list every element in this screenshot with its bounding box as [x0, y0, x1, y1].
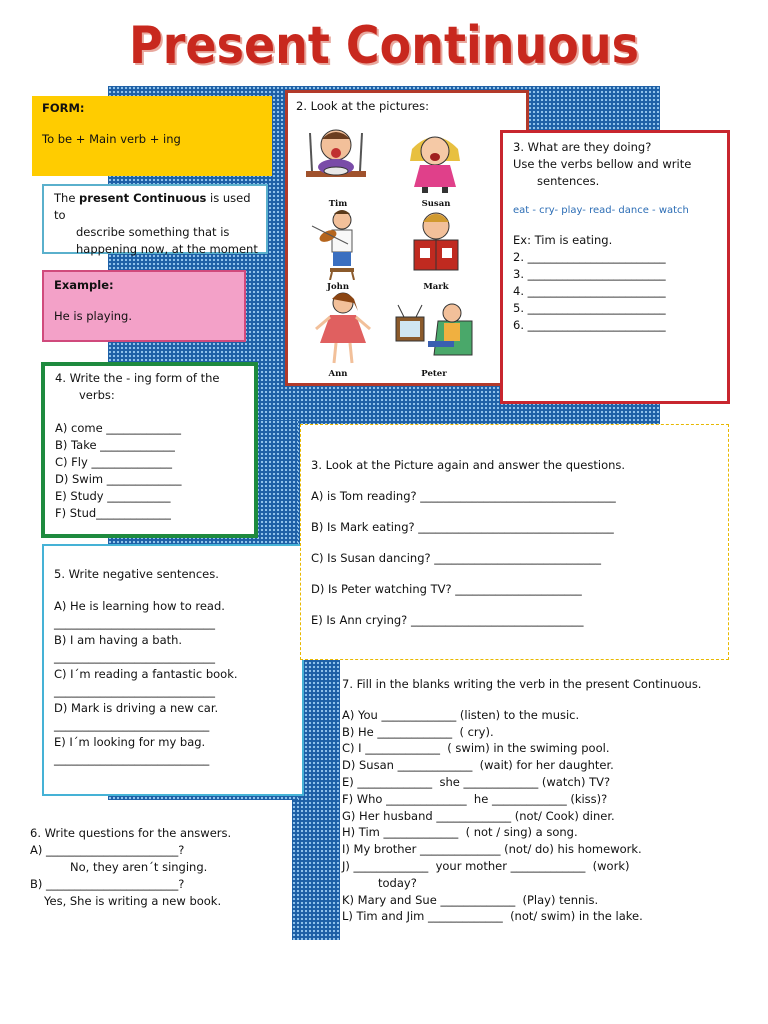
picture-caption: Mark	[423, 282, 449, 292]
form-box	[32, 96, 272, 176]
ex5-item: ___________________________	[54, 752, 210, 766]
picture-caption: Susan	[421, 199, 451, 209]
ex7-item: A) You _____________ (listen) to the music.	[342, 707, 580, 722]
ex6-item: Yes, She is writing a new book.	[44, 894, 222, 908]
ex7-item: C) I _____________ ( swim) in the swiming pool.	[342, 741, 610, 756]
definition-box	[42, 184, 268, 254]
ex6-item: B) _______________________?	[30, 877, 185, 891]
ex6-item: A) _______________________?	[30, 843, 185, 857]
susan-crying-picture	[400, 127, 470, 195]
example-text: He is playing.	[54, 309, 133, 323]
ex7-item: B) He _____________ ( cry).	[342, 724, 494, 739]
ex7-item: D) Susan _____________ (wait) for her daughter.	[342, 758, 614, 773]
john-playing-violin-picture	[308, 208, 378, 280]
ex7-item: J) _____________ your mother _____________ (work)	[342, 858, 630, 873]
ex5-item: ____________________________	[54, 616, 215, 630]
ex3a-box	[500, 130, 730, 404]
ex5-box	[42, 544, 304, 796]
pictures-heading: 2. Look at the pictures:	[296, 99, 429, 113]
definition-post: is used to	[54, 191, 251, 222]
picture-caption: John	[326, 282, 350, 292]
form-text: To be + Main verb + ing	[42, 132, 181, 146]
ex3a-item: 4. ________________________	[513, 284, 666, 298]
ex6-heading: 6. Write questions for the answers.	[30, 826, 232, 840]
pictures-box	[285, 90, 529, 386]
ex4-item: C) Fly ______________	[55, 455, 172, 469]
ex5-item: ___________________________	[54, 718, 210, 732]
picture-caption: Peter	[421, 369, 447, 379]
ex3a-item: 2. ________________________	[513, 250, 666, 264]
ann-dancing-picture	[310, 289, 376, 367]
ex3a-verbs: eat - cry- play- read- dance - watch	[513, 205, 689, 216]
picture-caption: Ann	[328, 369, 348, 379]
ex3b-box	[300, 424, 729, 660]
definition-bold: present Continuous	[79, 191, 207, 205]
ex6-item: No, they aren´t singing.	[70, 860, 208, 874]
ex6-block	[30, 825, 280, 915]
ex4-item: D) Swim _____________	[55, 472, 182, 486]
definition-line2: describe something that is	[76, 225, 230, 239]
page-title: Present Continuous	[128, 14, 640, 76]
ex7-item: G) Her husband _____________ (not/ Cook) diner.	[342, 808, 615, 823]
ex5-item: ____________________________	[54, 684, 215, 698]
ex4-heading1: 4. Write the - ing form of the	[55, 371, 220, 385]
definition-pre: The	[54, 191, 80, 205]
ex3b-item: C) Is Susan dancing? _____________________________	[311, 551, 602, 565]
ex7-item: L) Tim and Jim _____________ (not/ swim) in the lake.	[342, 909, 643, 924]
ex7-item: H) Tim _____________ ( not / sing) a song.	[342, 825, 578, 840]
ex3b-item: D) Is Peter watching TV? ______________________	[311, 582, 582, 596]
ex3a-item: 3. ________________________	[513, 267, 666, 281]
ex3a-item: 5. ________________________	[513, 301, 666, 315]
ex3a-heading3: sentences.	[537, 174, 600, 188]
example-box	[42, 270, 246, 342]
ex4-item: A) come _____________	[55, 421, 182, 435]
ex4-item: E) Study ___________	[55, 489, 171, 503]
ex5-item: B) I am having a bath.	[54, 633, 183, 647]
ex5-item: C) I´m reading a fantastic book.	[54, 667, 238, 681]
ex4-heading2: verbs:	[79, 388, 115, 402]
ex7-item: E) _____________ she _____________ (watch) TV?	[342, 774, 611, 789]
ex5-item: D) Mark is driving a new car.	[54, 701, 219, 715]
definition-line3: happening now, at the moment	[76, 242, 258, 256]
ex4-item: B) Take _____________	[55, 438, 175, 452]
tim-eating-picture	[298, 123, 378, 193]
ex5-item: E) I´m looking for my bag.	[54, 735, 206, 749]
ex7-item: K) Mary and Sue _____________ (Play) tennis.	[342, 892, 599, 907]
ex3a-heading2: Use the verbs bellow and write	[513, 157, 692, 171]
ex4-item: F) Stud_____________	[55, 506, 171, 520]
form-heading: FORM:	[42, 101, 85, 115]
ex5-item: A) He is learning how to read.	[54, 599, 225, 613]
ex3a-heading1: 3. What are they doing?	[513, 140, 652, 154]
ex3b-heading: 3. Look at the Picture again and answer the questions.	[311, 458, 626, 472]
ex4-box	[41, 362, 258, 538]
ex7-block	[342, 676, 752, 932]
picture-caption: Tim	[328, 199, 348, 209]
ex5-heading: 5. Write negative sentences.	[54, 567, 219, 581]
ex3a-item: Ex: Tim is eating.	[513, 233, 613, 247]
ex5-item: ____________________________	[54, 650, 215, 664]
mark-reading-picture	[400, 208, 472, 280]
ex7-heading: 7. Fill in the blanks writing the verb in the present Continuous.	[342, 677, 702, 691]
peter-watching-tv-picture	[392, 291, 478, 365]
ex7-item: today?	[378, 875, 417, 890]
ex7-item: I) My brother ______________ (not/ do) his homework.	[342, 842, 642, 857]
ex7-item: F) Who ______________ he _____________ (kiss)?	[342, 791, 608, 806]
ex3b-item: E) Is Ann crying? ______________________________	[311, 613, 584, 627]
example-heading: Example:	[54, 278, 114, 292]
ex3b-item: A) is Tom reading? __________________________________	[311, 489, 616, 503]
ex3a-item: 6. ________________________	[513, 318, 666, 332]
ex3b-item: B) Is Mark eating? __________________________________	[311, 520, 614, 534]
